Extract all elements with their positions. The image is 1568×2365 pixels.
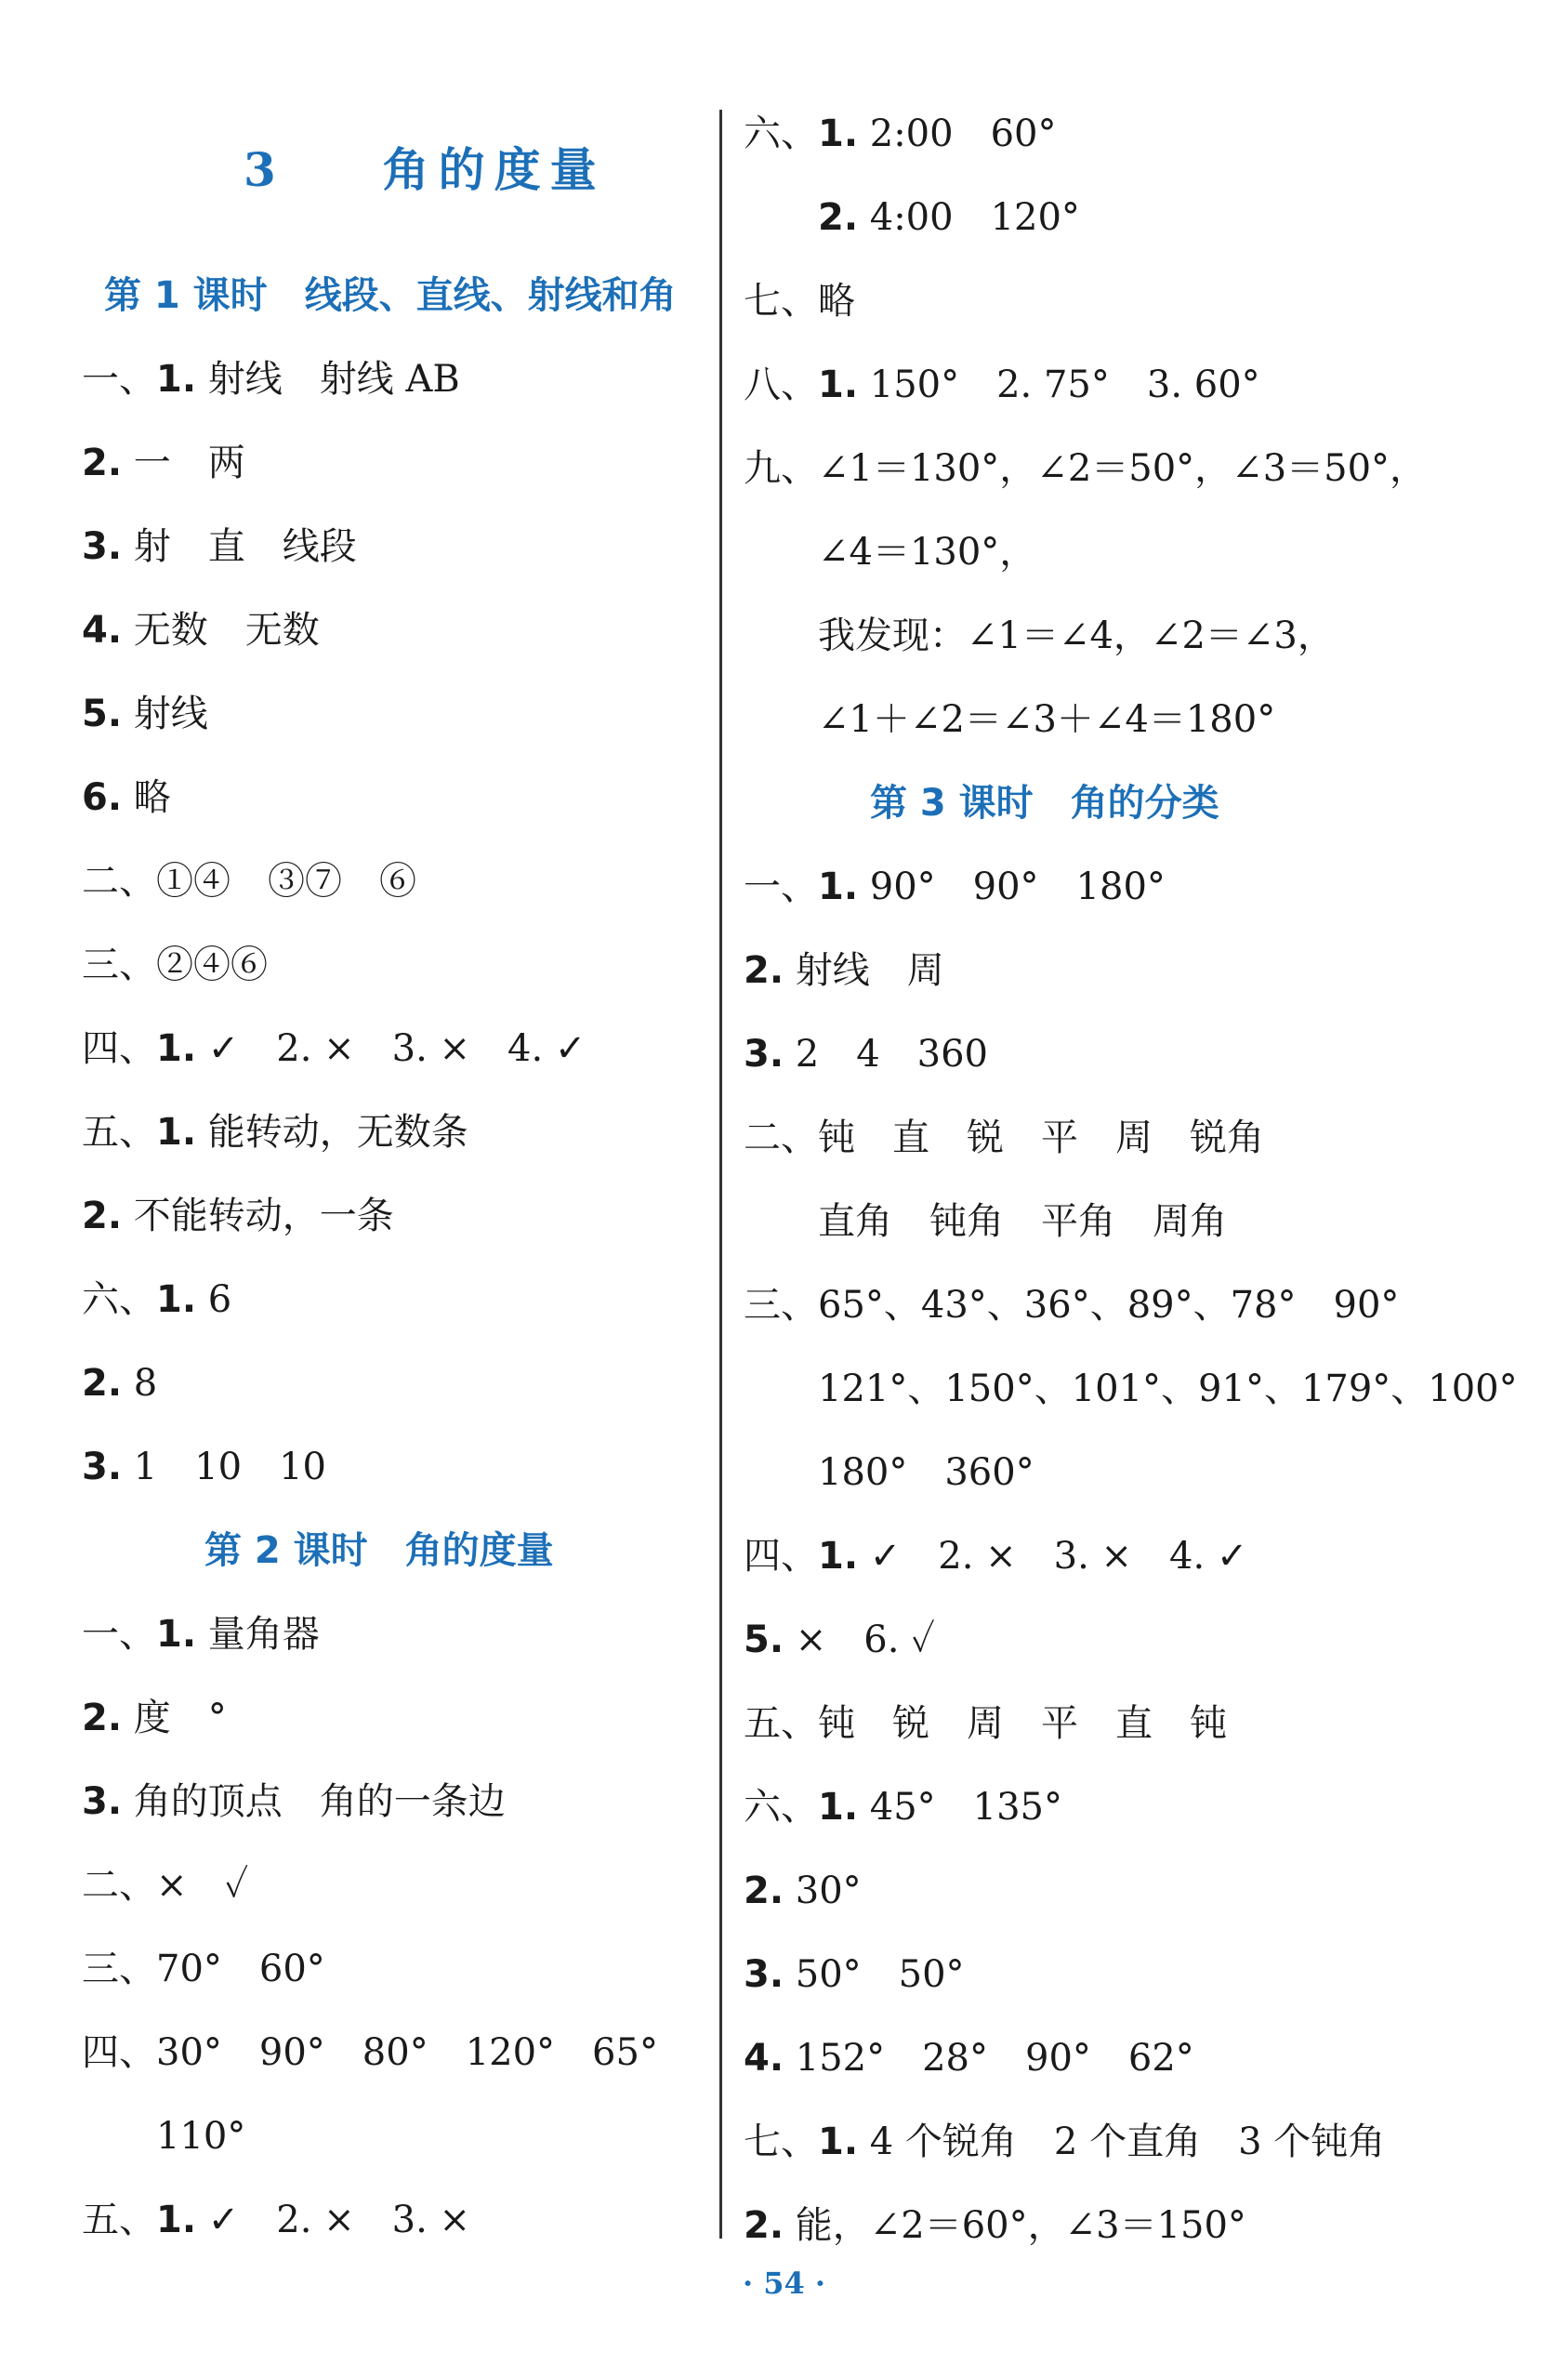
answer-line: 七、1. 4 个锐角 2 个直角 3 个钝角 bbox=[744, 2121, 1386, 2163]
answer-line: 2. 4:00 120° bbox=[818, 196, 1080, 239]
answer-line: 五、1. 能转动，无数条 bbox=[82, 1111, 468, 1154]
answer-line: 110° bbox=[82, 2115, 246, 2158]
answer-line: 五、1. ✓ 2. × 3. × bbox=[82, 2199, 471, 2241]
answer-line: 3. 1 10 10 bbox=[82, 1446, 326, 1488]
answer-line: 4. 无数 无数 bbox=[82, 609, 320, 652]
answer-line: 二、钝 直 锐 平 周 锐角 bbox=[744, 1116, 1264, 1159]
answer-line: 二、①④ ③⑦ ⑥ bbox=[82, 860, 416, 903]
answer-line: 2. 不能转动，一条 bbox=[82, 1195, 394, 1237]
answer-line: 2. 一 两 bbox=[82, 442, 245, 484]
answer-line: 六、1. 6 bbox=[82, 1278, 232, 1321]
answer-line: 2. 能，∠2＝60°，∠3＝150° bbox=[744, 2204, 1246, 2247]
answer-line: 2. 射线 周 bbox=[744, 949, 944, 992]
answer-line: 一、1. 量角器 bbox=[82, 1613, 320, 1656]
answer-line: 一、1. 90° 90° 180° bbox=[744, 865, 1166, 908]
chapter-number: 3 bbox=[244, 142, 285, 197]
answer-line: 六、1. 45° 135° bbox=[744, 1786, 1062, 1829]
answer-line: 4. 152° 28° 90° 62° bbox=[744, 2037, 1194, 2080]
answer-line: 三、②④⑥ bbox=[82, 944, 268, 986]
answer-line: 3. 50° 50° bbox=[744, 1953, 965, 1996]
answer-line: 三、65°、43°、36°、89°、78° 90° bbox=[744, 1284, 1400, 1327]
answer-line: 六、1. 2:00 60° bbox=[744, 112, 1057, 155]
answer-line: 四、1. ✓ 2. × 3. × 4. ✓ bbox=[82, 1027, 586, 1070]
answer-line: 3. 角的顶点 角的一条边 bbox=[82, 1780, 506, 1823]
answer-line: 5. 射线 bbox=[82, 693, 208, 735]
answer-line: 八、1. 150° 2. 75° 3. 60° bbox=[744, 363, 1260, 406]
answer-line: ∠1＋∠2＝∠3＋∠4＝180° bbox=[744, 698, 1276, 741]
answer-line: 四、1. ✓ 2. × 3. × 4. ✓ bbox=[744, 1535, 1248, 1578]
answer-line: 四、30° 90° 80° 120° 65° bbox=[82, 2031, 658, 2074]
answer-line: 2. 30° bbox=[744, 1870, 862, 1912]
answer-line: ∠4＝130°， bbox=[744, 531, 1037, 574]
chapter-title bbox=[244, 138, 606, 203]
answer-line: 3. 2 4 360 bbox=[744, 1033, 988, 1076]
page-number: · 54 · bbox=[742, 2266, 826, 2301]
lesson-3-heading: 第 3 课时 角的分类 bbox=[870, 782, 1219, 825]
answer-line: 一、1. 射线 射线 AB bbox=[82, 358, 460, 401]
column-divider bbox=[719, 110, 722, 2239]
answer-line: 我发现：∠1＝∠4，∠2＝∠3， bbox=[744, 614, 1335, 657]
answer-line: 180° 360° bbox=[744, 1451, 1034, 1494]
answer-line: 七、略 bbox=[744, 280, 855, 323]
answer-line: 五、钝 锐 周 平 直 钝 bbox=[744, 1702, 1227, 1745]
answer-line: 121°、150°、101°、91°、179°、100° bbox=[744, 1367, 1518, 1410]
answer-line: 2. 8 bbox=[82, 1362, 158, 1405]
chapter-name: 角的度量 bbox=[382, 142, 606, 197]
answer-line: 3. 射 直 线段 bbox=[82, 525, 357, 568]
answer-line: 直角 钝角 平角 周角 bbox=[744, 1200, 1227, 1243]
lesson-2-heading: 第 2 课时 角的度量 bbox=[204, 1529, 554, 1572]
answer-line: 三、70° 60° bbox=[82, 1948, 325, 1990]
answer-line: 九、∠1＝130°，∠2＝50°，∠3＝50°， bbox=[744, 447, 1428, 490]
answer-line: 6. 略 bbox=[82, 776, 171, 819]
answer-line: 5. × 6. ✓ bbox=[744, 1619, 935, 1661]
answer-line: 2. 度 ° bbox=[82, 1697, 227, 1739]
lesson-1-heading: 第 1 课时 线段、直线、射线和角 bbox=[104, 274, 677, 317]
answer-line: 二、× ✓ bbox=[82, 1864, 249, 1907]
